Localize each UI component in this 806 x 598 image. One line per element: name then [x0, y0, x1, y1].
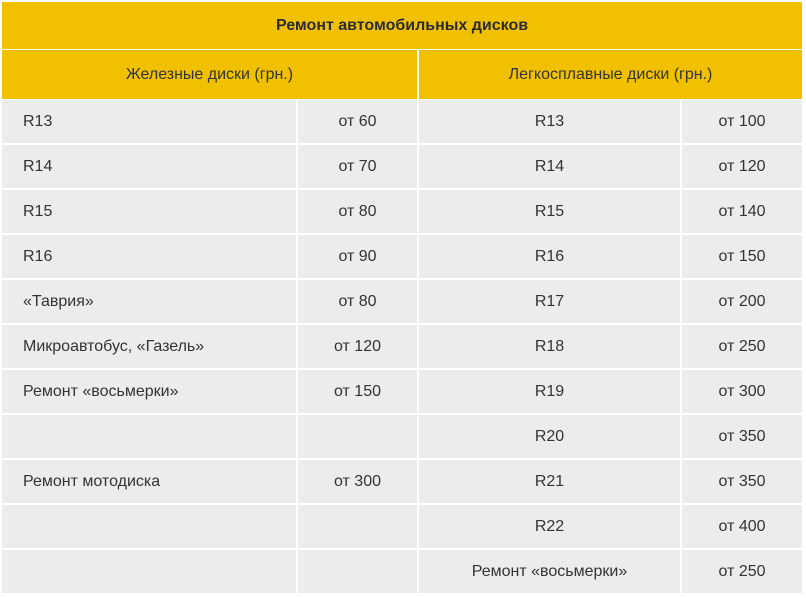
alloy-item-cell: R17	[419, 279, 682, 324]
table-row	[2, 414, 802, 459]
alloy-price-cell: от 150	[682, 234, 802, 279]
alloy-price-cell: от 200	[682, 279, 802, 324]
steel-item-cell	[2, 414, 298, 459]
steel-price-cell: от 120	[298, 324, 419, 369]
steel-price-cell: от 70	[298, 144, 419, 189]
steel-price-cell: от 60	[298, 99, 419, 144]
alloy-price-cell: от 120	[682, 144, 802, 189]
table-row	[2, 99, 802, 144]
steel-item-cell: «Таврия»	[2, 279, 298, 324]
table-row	[2, 369, 802, 414]
steel-price-cell	[298, 549, 419, 594]
steel-item-cell: R13	[2, 99, 298, 144]
table-row	[2, 459, 802, 504]
alloy-item-cell: R19	[419, 369, 682, 414]
table-row	[2, 189, 802, 234]
steel-item-cell: Ремонт «восьмерки»	[2, 369, 298, 414]
alloy-item-cell: R21	[419, 459, 682, 504]
alloy-item-cell: R14	[419, 144, 682, 189]
alloy-item-cell: R15	[419, 189, 682, 234]
alloy-price-cell: от 350	[682, 459, 802, 504]
steel-price-cell	[298, 504, 419, 549]
alloy-price-cell: от 300	[682, 369, 802, 414]
steel-item-cell: Микроавтобус, «Газель»	[2, 324, 298, 369]
steel-price-cell	[298, 414, 419, 459]
table-title: Ремонт автомобильных дисков	[2, 2, 802, 50]
steel-price-cell: от 90	[298, 234, 419, 279]
alloy-price-cell: от 140	[682, 189, 802, 234]
table-row	[2, 504, 802, 549]
steel-item-cell: R14	[2, 144, 298, 189]
table-row	[2, 324, 802, 369]
steel-item-cell	[2, 549, 298, 594]
alloy-item-cell: R20	[419, 414, 682, 459]
table-row	[2, 144, 802, 189]
title-row	[2, 2, 802, 50]
alloy-wheels-header: Легкосплавные диски (грн.)	[419, 50, 802, 99]
table-row	[2, 549, 802, 594]
alloy-item-cell: R13	[419, 99, 682, 144]
steel-item-cell: Ремонт мотодиска	[2, 459, 298, 504]
header-row	[2, 50, 802, 99]
alloy-item-cell: R18	[419, 324, 682, 369]
steel-item-cell: R16	[2, 234, 298, 279]
alloy-price-cell: от 350	[682, 414, 802, 459]
alloy-price-cell: от 100	[682, 99, 802, 144]
table-row	[2, 279, 802, 324]
alloy-item-cell: R16	[419, 234, 682, 279]
price-table	[2, 2, 802, 594]
steel-item-cell	[2, 504, 298, 549]
table-body	[2, 99, 802, 594]
table-row	[2, 234, 802, 279]
alloy-price-cell: от 250	[682, 324, 802, 369]
alloy-item-cell: Ремонт «восьмерки»	[419, 549, 682, 594]
alloy-item-cell: R22	[419, 504, 682, 549]
steel-price-cell: от 150	[298, 369, 419, 414]
alloy-price-cell: от 400	[682, 504, 802, 549]
steel-item-cell: R15	[2, 189, 298, 234]
steel-price-cell: от 300	[298, 459, 419, 504]
steel-wheels-header: Железные диски (грн.)	[2, 50, 419, 99]
steel-price-cell: от 80	[298, 279, 419, 324]
alloy-price-cell: от 250	[682, 549, 802, 594]
steel-price-cell: от 80	[298, 189, 419, 234]
